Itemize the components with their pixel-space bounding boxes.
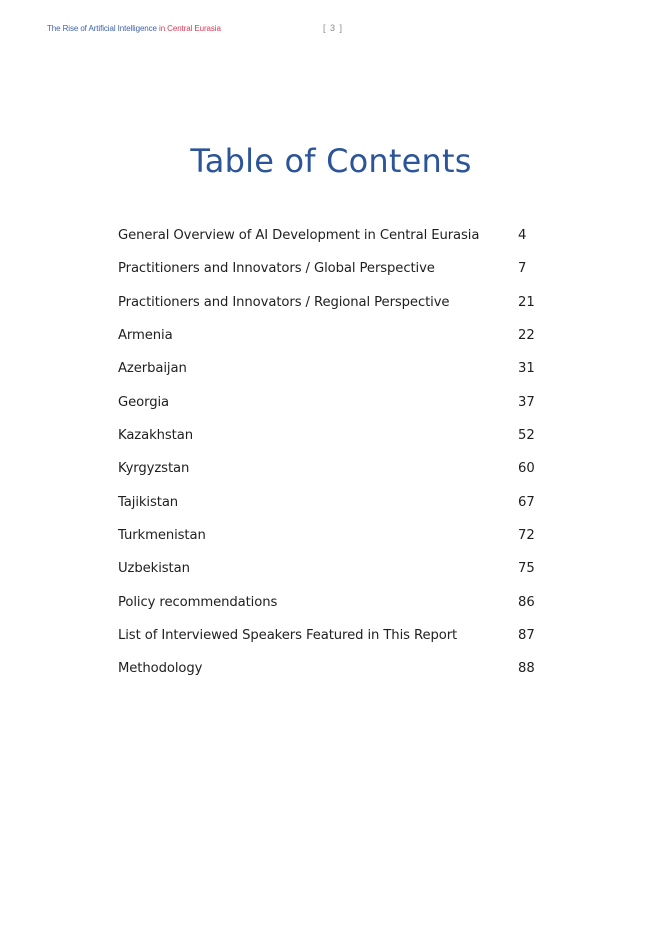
toc-entry-page: 72 (518, 528, 535, 544)
running-header (47, 24, 221, 33)
toc-entry-page: 37 (518, 394, 535, 410)
toc-title: Table of Contents (190, 142, 472, 180)
toc-entry[interactable] (118, 526, 548, 559)
toc-list (118, 226, 548, 693)
toc-entry-title: Georgia (118, 394, 170, 410)
toc-entry-page: 75 (518, 561, 535, 577)
toc-entry[interactable] (118, 293, 548, 326)
toc-entry[interactable] (118, 226, 548, 259)
toc-entry[interactable] (118, 493, 548, 526)
toc-entry-page: 87 (518, 628, 535, 644)
toc-entry-title: Methodology (118, 661, 203, 677)
toc-entry-title: Uzbekistan (118, 561, 190, 577)
toc-entry[interactable] (118, 259, 548, 292)
toc-entry[interactable] (118, 426, 548, 459)
toc-entry-page: 31 (518, 361, 535, 377)
toc-entry[interactable] (118, 393, 548, 426)
toc-entry-title: List of Interviewed Speakers Featured in This Report (118, 628, 458, 644)
toc-entry-title: Practitioners and Innovators / Regional Perspective (118, 294, 450, 310)
toc-entry[interactable] (118, 326, 548, 359)
toc-entry[interactable] (118, 559, 548, 592)
toc-entry-title: Turkmenistan (118, 528, 206, 544)
running-title-part2: Central Eurasia (167, 24, 221, 33)
toc-entry-page: 7 (518, 261, 527, 277)
toc-entry-page: 88 (518, 661, 535, 677)
toc-entry-title: General Overview of AI Development in Central Eurasia (118, 228, 480, 243)
toc-entry-page: 52 (518, 428, 535, 444)
running-title-in: in (159, 24, 168, 33)
toc-entry[interactable] (118, 593, 548, 626)
toc-entry-page: 21 (518, 294, 535, 310)
toc-entry-title: Tajikistan (118, 494, 179, 510)
toc-entry-title: Practitioners and Innovators / Global Perspective (118, 261, 435, 277)
toc-entry-page: 60 (518, 461, 535, 477)
toc-entry-page: 86 (518, 594, 535, 610)
toc-entry-title: Kazakhstan (118, 428, 193, 444)
toc-entry-page: 67 (518, 494, 535, 510)
running-title-part1: The Rise of Artificial Intelligence (47, 24, 160, 33)
toc-entry-page: 4 (518, 228, 527, 243)
toc-entry[interactable] (118, 459, 548, 492)
toc-entry[interactable] (118, 659, 548, 692)
toc-entry-title: Policy recommendations (118, 594, 278, 610)
toc-entry-title: Armenia (118, 328, 173, 344)
toc-entry[interactable] (118, 359, 548, 392)
toc-entry-title: Azerbaijan (118, 361, 187, 377)
toc-entry-title: Kyrgyzstan (118, 461, 190, 477)
toc-entry-page: 22 (518, 328, 535, 344)
toc-entry[interactable] (118, 626, 548, 659)
page-number: [ 3 ] (323, 23, 344, 33)
